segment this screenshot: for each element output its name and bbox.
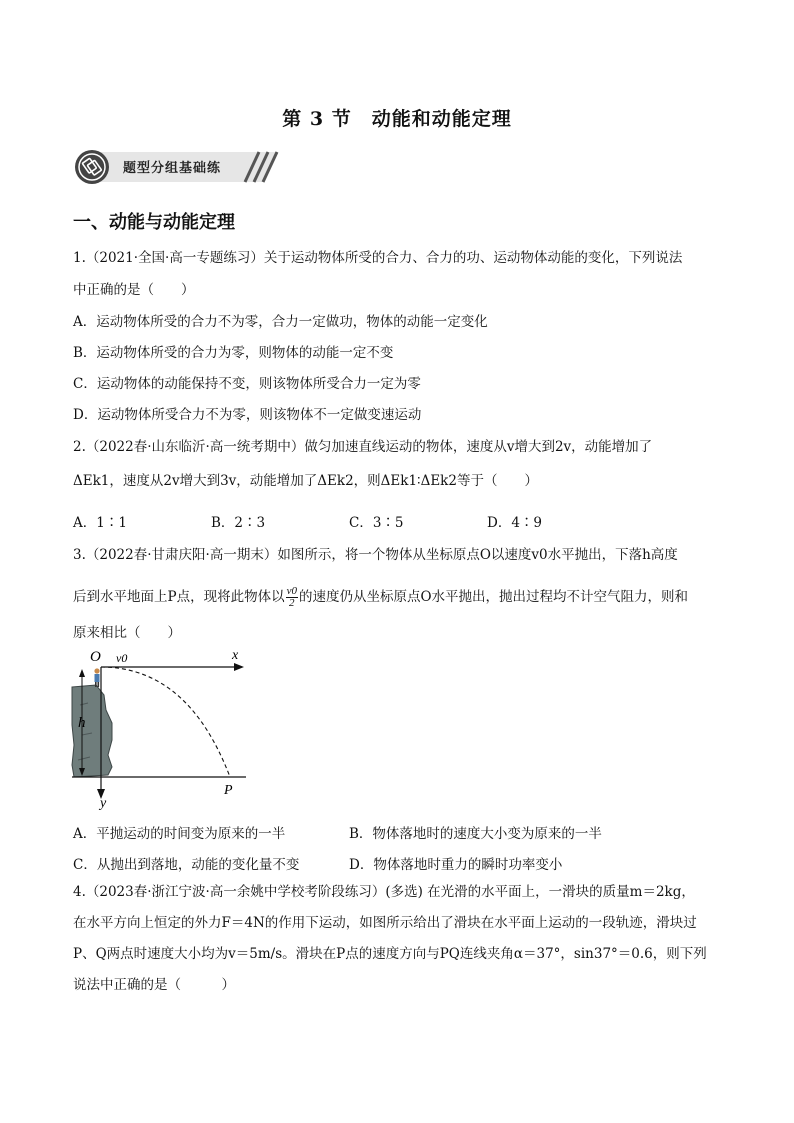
- q3-option-c: C．从抛出到落地，动能的变化量不变: [73, 857, 300, 873]
- q2-stem-line2: ΔEk1，速度从2v增大到3v，动能增加了ΔEk2，则ΔEk1∶ΔEk2等于（ ）: [73, 473, 538, 489]
- trajectory-curve: [101, 667, 230, 777]
- q1-option-b: B．运动物体所受的合力为零，则物体的动能一定不变: [73, 345, 394, 361]
- section-banner: [73, 148, 287, 186]
- q3-fraction-numerator: v0: [286, 585, 297, 597]
- q2-option-a: A．1∶1: [73, 515, 127, 531]
- label-v0: v0: [116, 651, 128, 665]
- label-h: h: [78, 715, 86, 731]
- label-origin: O: [90, 649, 101, 665]
- banner-label: 题型分组基础练: [123, 161, 222, 176]
- q4-stem-line3: P、Q两点时速度大小均为v＝5m/s。滑块在P点的速度方向与PQ连线夹角α＝37°，sin37°＝0.6，则下列: [73, 946, 707, 962]
- q1-option-c: C．运动物体的动能保持不变，则该物体所受合力一定为零: [73, 376, 421, 392]
- q3-fraction: [286, 586, 298, 609]
- q3-stem-line2: [73, 586, 688, 609]
- q1-stem-line1: 1.（2021·全国·高一专题练习）关于运动物体所受的合力、合力的功、运动物体动能的变化，下列说法: [73, 250, 683, 266]
- cliff-rock: [72, 685, 112, 777]
- q1-stem-line2: 中正确的是（ ）: [73, 282, 195, 298]
- q4-stem-line1: 4.（2023春·浙江宁波·高一余姚中学校考阶段练习）(多选) 在光滑的水平面上，一滑块的质量m＝2kg，: [73, 884, 695, 900]
- label-x: x: [232, 648, 239, 663]
- q4-stem-line4: 说法中正确的是（ ）: [73, 977, 235, 993]
- person-icon: [94, 668, 99, 687]
- q2-option-c: C．3∶5: [349, 515, 404, 531]
- projectile-diagram: [68, 645, 258, 810]
- q4-stem-line2: 在水平方向上恒定的外力F＝4N的作用下运动，如图所示给出了滑块在水平面上运动的一段轨迹，滑块过: [73, 915, 697, 931]
- q3-stem-line2-b: 的速度仍从坐标原点O水平抛出，抛出过程均不计空气阻力，则和: [298, 589, 689, 605]
- x-axis-arrow: [234, 663, 244, 671]
- q3-fraction-denominator: 2: [289, 597, 295, 609]
- height-arrow-top: [79, 669, 85, 677]
- q2-option-b: B．2∶3: [211, 515, 266, 531]
- q3-option-a: A．平抛运动的时间变为原来的一半: [73, 826, 286, 842]
- q1-option-d: D．运动物体所受合力不为零，则该物体不一定做变速运动: [73, 407, 422, 423]
- q3-stem-line1: 3.（2022春·甘肃庆阳·高一期末）如图所示，将一个物体从坐标原点O以速度v0水平抛出，下落h高度: [73, 547, 678, 563]
- q3-option-b: B．物体落地时的速度大小变为原来的一半: [349, 826, 602, 842]
- q2-stem-line1: 2.（2022春·山东临沂·高一统考期中）做匀加速直线运动的物体，速度从v增大到2v，动能增加了: [73, 439, 653, 455]
- section-title: 一、动能与动能定理: [73, 212, 235, 233]
- q3-stem-line3: 原来相比（ ）: [73, 625, 181, 641]
- q3-option-d: D．物体落地时重力的瞬时功率变小: [349, 857, 563, 873]
- label-y: y: [100, 796, 107, 810]
- q3-stem-line2-a: 后到水平地面上P点，现将此物体以: [73, 589, 285, 605]
- label-P: P: [224, 783, 233, 798]
- q1-option-a: A．运动物体所受的合力不为零，合力一定做功，物体的动能一定变化: [73, 314, 488, 330]
- page-title: 第 3 节 动能和动能定理: [282, 108, 512, 130]
- q2-option-d: D．4∶9: [487, 515, 543, 531]
- projectile-figure: [68, 645, 258, 814]
